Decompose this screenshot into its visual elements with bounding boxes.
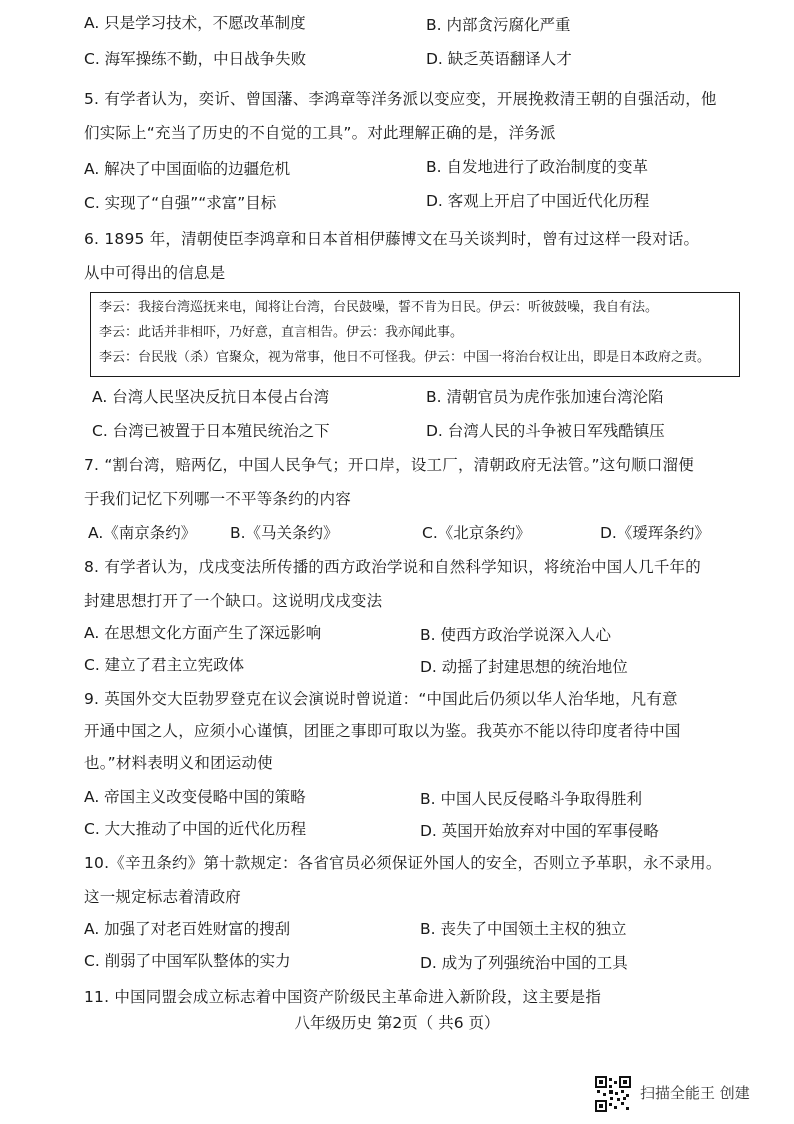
q10-option-b: B. 丧失了中国领土主权的独立 [420, 920, 627, 938]
q6-dialogue-line-3: 李云：台民戕（杀）官聚众，视为常事，他日不可怪我。伊云：中国一将治台权让出，即是日本政府之责。 [99, 350, 711, 365]
q9-stem-line-1: 9. 英国外交大臣勃罗登克在议会演说时曾说道：“中国此后仍须以华人治华地，凡有意 [84, 690, 678, 708]
q8-option-d: D. 动摇了封建思想的统治地位 [420, 658, 628, 676]
q7-option-c: C.《北京条约》 [422, 524, 531, 542]
q9-stem-line-3: 也。”材料表明义和团运动使 [84, 754, 273, 772]
q5-option-d: D. 客观上开启了中国近代化历程 [426, 192, 650, 210]
q5-option-b: B. 自发地进行了政治制度的变革 [426, 158, 648, 176]
q9-option-c: C. 大大推动了中国的近代化历程 [84, 820, 307, 838]
q9-option-d: D. 英国开始放弃对中国的军事侵略 [420, 822, 659, 840]
q9-option-a: A. 帝国主义改变侵略中国的策略 [84, 788, 306, 806]
q6-option-a: A. 台湾人民坚决反抗日本侵占台湾 [92, 388, 330, 406]
q8-stem-line-1: 8. 有学者认为，戊戌变法所传播的西方政治学说和自然科学知识，将统治中国人几千年的 [84, 558, 701, 576]
q8-option-a: A. 在思想文化方面产生了深远影响 [84, 624, 322, 642]
q7-stem-line-2: 于我们记忆下列哪一不平等条约的内容 [84, 490, 351, 508]
q10-option-a: A. 加强了对老百姓财富的搜刮 [84, 920, 291, 938]
q5-stem-line-1: 5. 有学者认为，奕䜣、曾国藩、李鸿章等洋务派以变应变，开展挽救清王朝的自强活动，他 [84, 90, 717, 108]
q7-option-d: D.《瑷珲条约》 [600, 524, 710, 542]
q8-option-c: C. 建立了君主立宪政体 [84, 656, 245, 674]
q4-option-a: A. 只是学习技术，不愿改革制度 [84, 14, 306, 32]
q6-dialogue-line-1: 李云：我接台湾巡抚来电，闻将让台湾，台民鼓噪，誓不肯为日民。伊云：听彼鼓噪，我自有法。 [99, 300, 659, 315]
q10-option-c: C. 削弱了中国军队整体的实力 [84, 952, 291, 970]
q8-option-b: B. 使西方政治学说深入人心 [420, 626, 611, 644]
q7-stem-line-1: 7. “割台湾，赔两亿，中国人民争气；开口岸，设工厂，清朝政府无法管。”这句顺口溜便 [84, 456, 694, 474]
q4-option-d: D. 缺乏英语翻译人才 [426, 50, 572, 68]
q4-option-b: B. 内部贪污腐化严重 [426, 16, 571, 34]
qr-code-icon [595, 1076, 631, 1112]
q8-stem-line-2: 封建思想打开了一个缺口。这说明戊戌变法 [84, 592, 383, 610]
q10-option-d: D. 成为了列强统治中国的工具 [420, 954, 628, 972]
q6-option-b: B. 清朝官员为虎作张加速台湾沦陷 [426, 388, 664, 406]
q10-stem-line-2: 这一规定标志着清政府 [84, 888, 242, 906]
q6-stem-line-1: 6. 1895 年，清朝使臣李鸿章和日本首相伊藤博文在马关谈判时，曾有过这样一段对话。 [84, 230, 700, 248]
q5-option-c: C. 实现了“自强”“求富”目标 [84, 194, 277, 212]
q6-stem-line-2: 从中可得出的信息是 [84, 264, 226, 282]
scanner-brand-label: 扫描全能王 创建 [640, 1084, 750, 1102]
q6-dialogue-box [90, 292, 740, 377]
q4-option-c: C. 海军操练不勤，中日战争失败 [84, 50, 307, 68]
page-footer: 八年级历史 第2页（ 共6 页） [294, 1014, 500, 1032]
q9-option-b: B. 中国人民反侵略斗争取得胜利 [420, 790, 642, 808]
q7-option-b: B.《马关条约》 [230, 524, 339, 542]
q5-option-a: A. 解决了中国面临的边疆危机 [84, 160, 291, 178]
q6-dialogue-line-2: 李云：此话并非相吓，乃好意，直言相告。伊云：我亦闻此事。 [99, 325, 464, 340]
q7-option-a: A.《南京条约》 [88, 524, 197, 542]
q6-option-d: D. 台湾人民的斗争被日军残酷镇压 [426, 422, 665, 440]
q5-stem-line-2: 们实际上“充当了历史的不自觉的工具”。对此理解正确的是，洋务派 [84, 124, 556, 142]
q11-stem-line-1: 11. 中国同盟会成立标志着中国资产阶级民主革命进入新阶段，这主要是指 [84, 988, 602, 1006]
q6-option-c: C. 台湾已被置于日本殖民统治之下 [92, 422, 330, 440]
q10-stem-line-1: 10.《辛丑条约》第十款规定：各省官员必须保证外国人的安全，否则立予革职，永不录用。 [84, 854, 722, 872]
q9-stem-line-2: 开通中国之人，应须小心谨慎，团匪之事即可取以为鉴。我英亦不能以待印度者待中国 [84, 722, 681, 740]
